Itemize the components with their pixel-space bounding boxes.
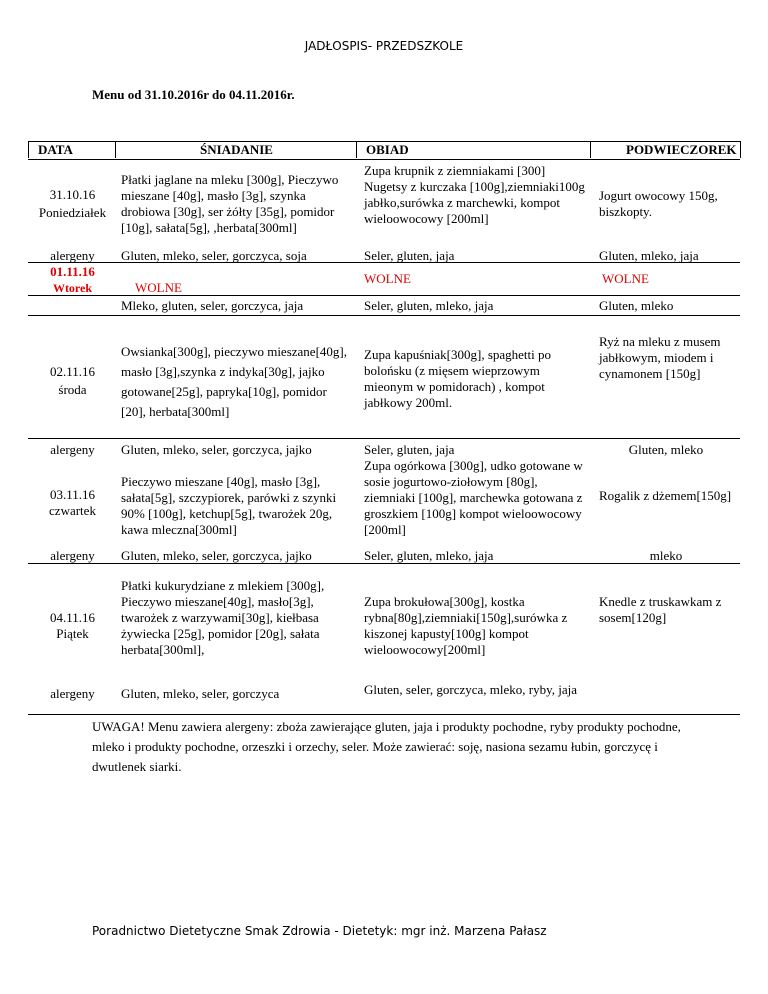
- allergens-label: alergeny: [50, 548, 95, 563]
- header-cell-border: [740, 141, 741, 158]
- lunch-cell: WOLNE: [364, 271, 411, 286]
- column-header-data: DATA: [38, 142, 73, 157]
- allergens-lunch: Gluten, seler, gorczyca, mleko, ryby, jaja: [364, 682, 578, 697]
- day-date: 04.11.16: [49, 610, 96, 625]
- snack-cell: Ryż na mleku z musem jabłkowym, miodem i cynamonem [150g]: [599, 334, 721, 381]
- table-bottom-border: [28, 714, 740, 715]
- allergens-breakfast: Gluten, mleko, seler, gorczyca, soja: [121, 248, 307, 263]
- breakfast-cell: Owsianka[300g], pieczywo mieszane[40g], masło [3g],szynka z indyka[30g], jajko gotowane[25g], papryka[10g], pomidor [20], herbata[300ml]: [121, 344, 347, 419]
- breakfast-cell: WOLNE: [135, 280, 182, 295]
- lunch-cell: Zupa krupnik z ziemniakami [300] Nugetsy z kurczaka [100g],ziemniaki100g jabłko,surówka z marchewki, kompot wieloowocowy [200ml]: [364, 163, 585, 226]
- day-date: 03.11.16: [49, 487, 96, 502]
- allergens-lunch: Seler, gluten, mleko, jaja: [364, 298, 494, 313]
- page-footer: Poradnictwo Dietetyczne Smak Zdrowia - Dietetyk: mgr inż. Marzena Pałasz: [92, 924, 547, 938]
- column-header-lunch: OBIAD: [366, 142, 409, 157]
- day-weekday: Poniedziałek: [38, 205, 107, 220]
- column-header-snack: PODWIECZOREK: [626, 142, 737, 157]
- breakfast-cell: Płatki jaglane na mleku [300g], Pieczywo mieszane [40g], masło [3g], szynka drobiowa [30g], ser żółty [35g], pomidor [10g], sałata[5g], ,herbata[300ml]: [121, 172, 339, 235]
- header-cell-border: [115, 141, 116, 158]
- header-cell-border: [590, 141, 591, 158]
- day-date: 02.11.16: [49, 364, 96, 379]
- row-border: [28, 438, 740, 439]
- day-date: 01.11.16: [50, 264, 95, 279]
- allergens-snack: mleko: [649, 548, 683, 563]
- allergen-note: UWAGA! Menu zawiera alergeny: zboża zawierające gluten, jaja i produkty pochodne, ryby produkty pochodne, mleko i produkty pochodne, orzeszki i orzechy, seler. Może zawierać: soję, nasiona sezamu łubin, gorczycę i dwutlenek siarki.: [92, 719, 681, 774]
- allergens-label: alergeny: [50, 442, 95, 457]
- allergens-snack: Gluten, mleko: [628, 442, 704, 457]
- allergens-breakfast: Gluten, mleko, seler, gorczyca: [121, 686, 280, 701]
- day-date: 31.10.16: [49, 187, 96, 202]
- day-weekday: Wtorek: [52, 281, 93, 295]
- page-header: JADŁOSPIS- PRZEDSZKOLE: [304, 39, 464, 53]
- allergens-breakfast: Gluten, mleko, seler, gorczyca, jajko: [121, 442, 312, 457]
- snack-cell: WOLNE: [602, 271, 649, 286]
- allergens-lunch: Seler, gluten, jaja: [364, 248, 455, 263]
- day-weekday: środa: [58, 382, 87, 397]
- menu-period-title: Menu od 31.10.2016r do 04.11.2016r.: [92, 87, 295, 102]
- allergens-lunch: Seler, gluten, mleko, jaja: [364, 548, 494, 563]
- column-header-breakfast: ŚNIADANIE: [200, 142, 273, 157]
- lunch-cell: Zupa kapuśniak[300g], spaghetti po bolońsku (z mięsem wieprzowym mieonym w pomidorach) , kompot jabłkowy 200ml.: [364, 347, 552, 410]
- allergens-breakfast: Gluten, mleko, seler, gorczyca, jajko: [121, 548, 312, 563]
- header-row-border: [28, 159, 740, 160]
- row-border: [28, 315, 740, 316]
- lunch-cell: Zupa brokułowa[300g], kostka rybna[80g],ziemniaki[150g],surówka z kiszonej kapusty[100g] kompot wieloowocowy[200ml]: [364, 594, 568, 657]
- header-cell-border: [356, 141, 357, 158]
- allergens-lunch: Seler, gluten, jaja: [364, 442, 455, 457]
- allergens-label: alergeny: [50, 686, 95, 701]
- allergens-snack: Gluten, mleko, jaja: [599, 248, 699, 263]
- breakfast-cell: Pieczywo mieszane [40g], masło [3g], sałata[5g], szczypiorek, parówki z szynki 90% [100g], ketchup[5g], twarożek 20g, kawa mleczna[300ml]: [121, 474, 337, 537]
- allergens-breakfast: Mleko, gluten, seler, gorczyca, jaja: [121, 298, 304, 313]
- breakfast-cell: Płatki kukurydziane z mlekiem [300g], Pieczywo mieszane[40g], masło[3g], twarożek z warzywami[30g], kiełbasa żywiecka [25g], pomidor [20g], sałata herbata[300ml],: [121, 578, 325, 657]
- header-cell-border: [28, 141, 29, 158]
- day-weekday: czwartek: [49, 503, 96, 518]
- snack-cell: Jogurt owocowy 150g, biszkopty.: [599, 188, 718, 219]
- day-weekday: Piątek: [56, 626, 89, 641]
- allergens-snack: Gluten, mleko: [599, 298, 674, 313]
- snack-cell: Knedle z truskawkam z sosem[120g]: [599, 594, 722, 625]
- lunch-cell: Zupa ogórkowa [300g], udko gotowane w sosie jogurtowo-ziołowym [80g], ziemniaki [100g], marchewka gotowana z groszkiem [100g] kompot wieloowocowy [200ml]: [364, 458, 583, 537]
- allergens-label: alergeny: [50, 248, 95, 263]
- snack-cell: Rogalik z dżemem[150g]: [599, 488, 732, 503]
